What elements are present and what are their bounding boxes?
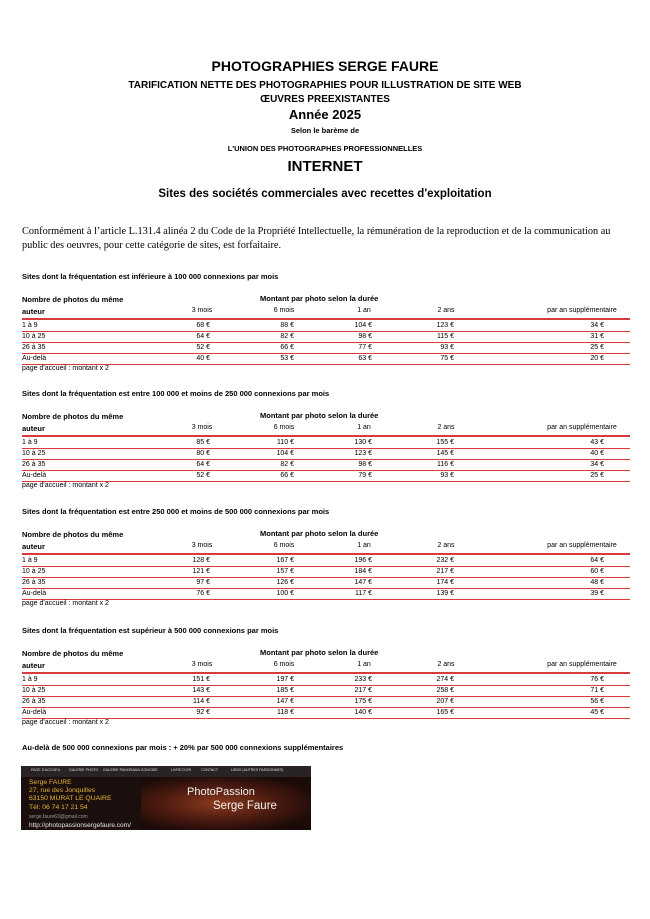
column-header: 1 an (357, 424, 371, 431)
price-cell: 258 € (436, 687, 454, 694)
price-cell: 60 € (590, 568, 604, 575)
document-title: PHOTOGRAPHIES SERGE FAURE (211, 58, 439, 74)
price-cell: 56 € (590, 698, 604, 705)
table-row (22, 437, 630, 448)
section-title: Sites dont la fréquentation est entre 250 000 et moins de 500 000 connexions par mois (22, 507, 330, 516)
column-header-duration: Montant par photo selon la durée (260, 294, 379, 303)
section-note: page d'accueil : montant x 2 (22, 600, 109, 607)
table-row (22, 470, 630, 481)
price-cell: 93 € (440, 344, 454, 351)
price-cell: 63 € (358, 355, 372, 362)
column-header-count (22, 294, 123, 318)
year-heading: Année 2025 (288, 107, 362, 122)
price-cell: 92 € (196, 709, 210, 716)
price-cell: 25 € (590, 472, 604, 479)
column-header-count-line2: auteur (22, 661, 45, 670)
column-header-count-line1: Nombre de photos du même (22, 649, 124, 658)
price-cell: 76 € (196, 590, 210, 597)
banner-nav-item: GALERIE PHOTO (69, 768, 99, 772)
price-cell: 123 € (436, 322, 454, 329)
price-cell: 40 € (590, 450, 604, 457)
row-label: 1 à 9 (22, 439, 38, 446)
banner-nav-item: LIVRE D'OR (171, 768, 192, 772)
section-note: page d'accueil : montant x 2 (22, 365, 109, 372)
table-row (22, 459, 630, 470)
column-header-count-line1: Nombre de photos du même (22, 530, 124, 539)
banner-city: 63150 MURAT LE QUAIRE (29, 795, 112, 802)
photopassion-banner[interactable] (21, 766, 311, 830)
column-header-duration: Montant par photo selon la durée (260, 529, 379, 538)
price-cell: 20 € (590, 355, 604, 362)
banner-email: serge.faure63@gmail.com (29, 814, 88, 820)
price-cell: 82 € (280, 461, 294, 468)
price-cell: 147 € (276, 698, 294, 705)
price-cell: 43 € (590, 439, 604, 446)
column-header-count (22, 529, 123, 553)
price-cell: 53 € (280, 355, 294, 362)
footer-note: Au-delà de 500 000 connexions par mois : + 20% par 500 000 connexions supplémentaires (22, 743, 344, 752)
banner-brand-name: Serge Faure (213, 800, 277, 812)
price-cell: 274 € (436, 676, 454, 683)
price-cell: 110 € (277, 439, 294, 446)
price-cell: 104 € (276, 450, 294, 457)
column-header: 3 mois (191, 307, 213, 314)
table-row (22, 331, 630, 342)
section-title: Sites dont la fréquentation est inférieure à 100 000 connexions par mois (22, 272, 279, 281)
column-header-count (22, 648, 123, 672)
price-cell: 217 € (354, 687, 372, 694)
table-row (22, 566, 630, 577)
price-cell: 151 € (192, 676, 210, 683)
row-label: 1 à 9 (22, 557, 38, 564)
banner-street: 27, rue des Jonquilles (29, 787, 96, 794)
section-note: page d'accueil : montant x 2 (22, 482, 109, 489)
price-cell: 88 € (280, 322, 294, 329)
price-cell: 98 € (358, 333, 372, 340)
column-header: par an supplémentaire (547, 307, 617, 314)
price-cell: 117 € (355, 590, 372, 597)
row-label: 26 à 35 (22, 344, 46, 351)
price-cell: 139 € (436, 590, 454, 597)
price-cell: 174 € (436, 579, 454, 586)
bareme-text: Selon le barème de (290, 126, 360, 135)
price-cell: 118 € (277, 709, 294, 716)
price-cell: 40 € (196, 355, 210, 362)
price-cell: 143 € (192, 687, 210, 694)
price-cell: 157 € (276, 568, 294, 575)
row-label: 1 à 9 (22, 676, 38, 683)
price-cell: 64 € (196, 333, 210, 340)
section-note: page d'accueil : montant x 2 (22, 719, 109, 726)
price-cell: 145 € (436, 450, 454, 457)
column-header-duration: Montant par photo selon la durée (260, 648, 379, 657)
price-cell: 155 € (436, 439, 454, 446)
column-header: 6 mois (273, 307, 295, 314)
table-row (22, 674, 630, 685)
column-header: 3 mois (191, 661, 213, 668)
row-label: 26 à 35 (22, 698, 46, 705)
price-cell: 185 € (276, 687, 294, 694)
price-cell: 98 € (358, 461, 372, 468)
price-cell: 52 € (196, 344, 210, 351)
price-cell: 217 € (436, 568, 454, 575)
section-title: Sites dont la fréquentation est entre 100 000 et moins de 250 000 connexions par mois (22, 389, 330, 398)
price-cell: 34 € (590, 461, 604, 468)
price-cell: 232 € (436, 557, 454, 564)
intro-paragraph: Conformément à l’article L.131.4 alinéa 2 du Code de la Propriété Intellectuelle, la rémunération de la reproduction et de la communication au public des oeuvres, pour cette catégorie de sites, est forfaitaire. (22, 226, 611, 251)
price-cell: 167 € (276, 557, 294, 564)
row-divider (22, 481, 630, 482)
table-row (22, 353, 630, 364)
price-cell: 93 € (440, 472, 454, 479)
row-label: 10 à 25 (22, 450, 46, 457)
column-header-duration: Montant par photo selon la durée (260, 411, 379, 420)
document-subtitle: TARIFICATION NETTE DES PHOTOGRAPHIES POUR ILLUSTRATION DE SITE WEB (128, 80, 522, 91)
price-cell: 114 € (193, 698, 210, 705)
banner-phone: Tél: 06 74 17 21 54 (29, 804, 88, 811)
column-header: 1 an (357, 661, 371, 668)
column-header: 6 mois (273, 661, 295, 668)
row-label: 1 à 9 (22, 322, 38, 329)
price-cell: 165 € (436, 709, 454, 716)
price-cell: 31 € (590, 333, 604, 340)
price-cell: 66 € (280, 472, 294, 479)
row-divider (22, 599, 630, 600)
price-cell: 48 € (590, 579, 604, 586)
column-header-count-line2: auteur (22, 424, 45, 433)
column-header: par an supplémentaire (547, 424, 617, 431)
row-divider (22, 718, 630, 719)
price-cell: 147 € (354, 579, 372, 586)
price-cell: 184 € (354, 568, 372, 575)
column-header: 6 mois (273, 542, 295, 549)
price-cell: 64 € (196, 461, 210, 468)
column-header: 2 ans (437, 424, 455, 431)
price-cell: 175 € (354, 698, 372, 705)
banner-nav-item: LIENS (AUTRES PASSIONNES) (231, 768, 284, 772)
price-cell: 71 € (590, 687, 604, 694)
price-cell: 196 € (354, 557, 372, 564)
column-header: par an supplémentaire (547, 661, 617, 668)
table-row (22, 707, 630, 718)
price-cell: 82 € (280, 333, 294, 340)
banner-nav-item: GALERIE PANORAMA GONOIDE (103, 768, 158, 772)
category-heading: INTERNET (287, 158, 363, 175)
banner-name: Serge FAURE (29, 779, 72, 786)
price-cell: 121 € (192, 568, 210, 575)
table-row (22, 588, 630, 599)
price-cell: 126 € (276, 579, 294, 586)
table-row (22, 685, 630, 696)
price-cell: 64 € (590, 557, 604, 564)
price-cell: 75 € (440, 355, 454, 362)
banner-url[interactable]: http://photopassionsergefaure.com/ (29, 822, 131, 829)
price-cell: 34 € (590, 322, 604, 329)
column-header: 2 ans (437, 542, 455, 549)
row-label: 26 à 35 (22, 579, 46, 586)
section-title: Sites dont la fréquentation est supérieur à 500 000 connexions par mois (22, 626, 279, 635)
column-header-count (22, 411, 123, 435)
price-cell: 45 € (590, 709, 604, 716)
column-header-count-line1: Nombre de photos du même (22, 412, 124, 421)
column-header: par an supplémentaire (547, 542, 617, 549)
price-cell: 115 € (437, 333, 454, 340)
price-cell: 52 € (196, 472, 210, 479)
table-row (22, 320, 630, 331)
row-label: 10 à 25 (22, 687, 46, 694)
price-cell: 80 € (196, 450, 210, 457)
price-cell: 68 € (196, 322, 210, 329)
column-header: 3 mois (191, 542, 213, 549)
column-header: 3 mois (191, 424, 213, 431)
price-cell: 140 € (354, 709, 372, 716)
row-label: Au-delà (22, 355, 47, 362)
row-label: 10 à 25 (22, 333, 46, 340)
price-cell: 207 € (436, 698, 454, 705)
column-header: 1 an (357, 542, 371, 549)
table-row (22, 555, 630, 566)
price-cell: 77 € (358, 344, 372, 351)
table-row (22, 448, 630, 459)
document-subtitle-2: ŒUVRES PREEXISTANTES (260, 94, 390, 105)
column-header: 1 an (357, 307, 371, 314)
banner-brand: PhotoPassion (187, 786, 255, 798)
row-label: Au-delà (22, 472, 47, 479)
banner-nav-item: PAGE D'ACCUEIL (31, 768, 61, 772)
category-subheading: Sites des sociétés commerciales avec recettes d'exploitation (158, 188, 492, 200)
table-row (22, 342, 630, 353)
price-cell: 85 € (196, 439, 210, 446)
banner-nav-item: CONTACT (201, 768, 219, 772)
price-cell: 128 € (192, 557, 210, 564)
union-text: L'UNION DES PHOTOGRAPHES PROFESSIONNELLES (227, 144, 423, 153)
column-header: 2 ans (437, 661, 455, 668)
price-cell: 66 € (280, 344, 294, 351)
price-cell: 39 € (590, 590, 604, 597)
price-cell: 97 € (196, 579, 210, 586)
row-label: 10 à 25 (22, 568, 46, 575)
price-cell: 79 € (358, 472, 372, 479)
row-label: Au-delà (22, 590, 47, 597)
column-header: 2 ans (437, 307, 455, 314)
column-header-count-line1: Nombre de photos du même (22, 295, 124, 304)
column-header-count-line2: auteur (22, 542, 45, 551)
price-cell: 197 € (276, 676, 294, 683)
price-cell: 100 € (276, 590, 294, 597)
price-cell: 104 € (354, 322, 372, 329)
price-cell: 123 € (354, 450, 372, 457)
table-row (22, 696, 630, 707)
table-row (22, 577, 630, 588)
price-cell: 130 € (354, 439, 372, 446)
row-label: 26 à 35 (22, 461, 46, 468)
price-cell: 116 € (437, 461, 454, 468)
banner-nav (21, 766, 311, 777)
price-cell: 25 € (590, 344, 604, 351)
column-header-count-line2: auteur (22, 307, 45, 316)
row-label: Au-delà (22, 709, 47, 716)
row-divider (22, 364, 630, 365)
column-header: 6 mois (273, 424, 295, 431)
price-cell: 76 € (590, 676, 604, 683)
price-cell: 233 € (354, 676, 372, 683)
